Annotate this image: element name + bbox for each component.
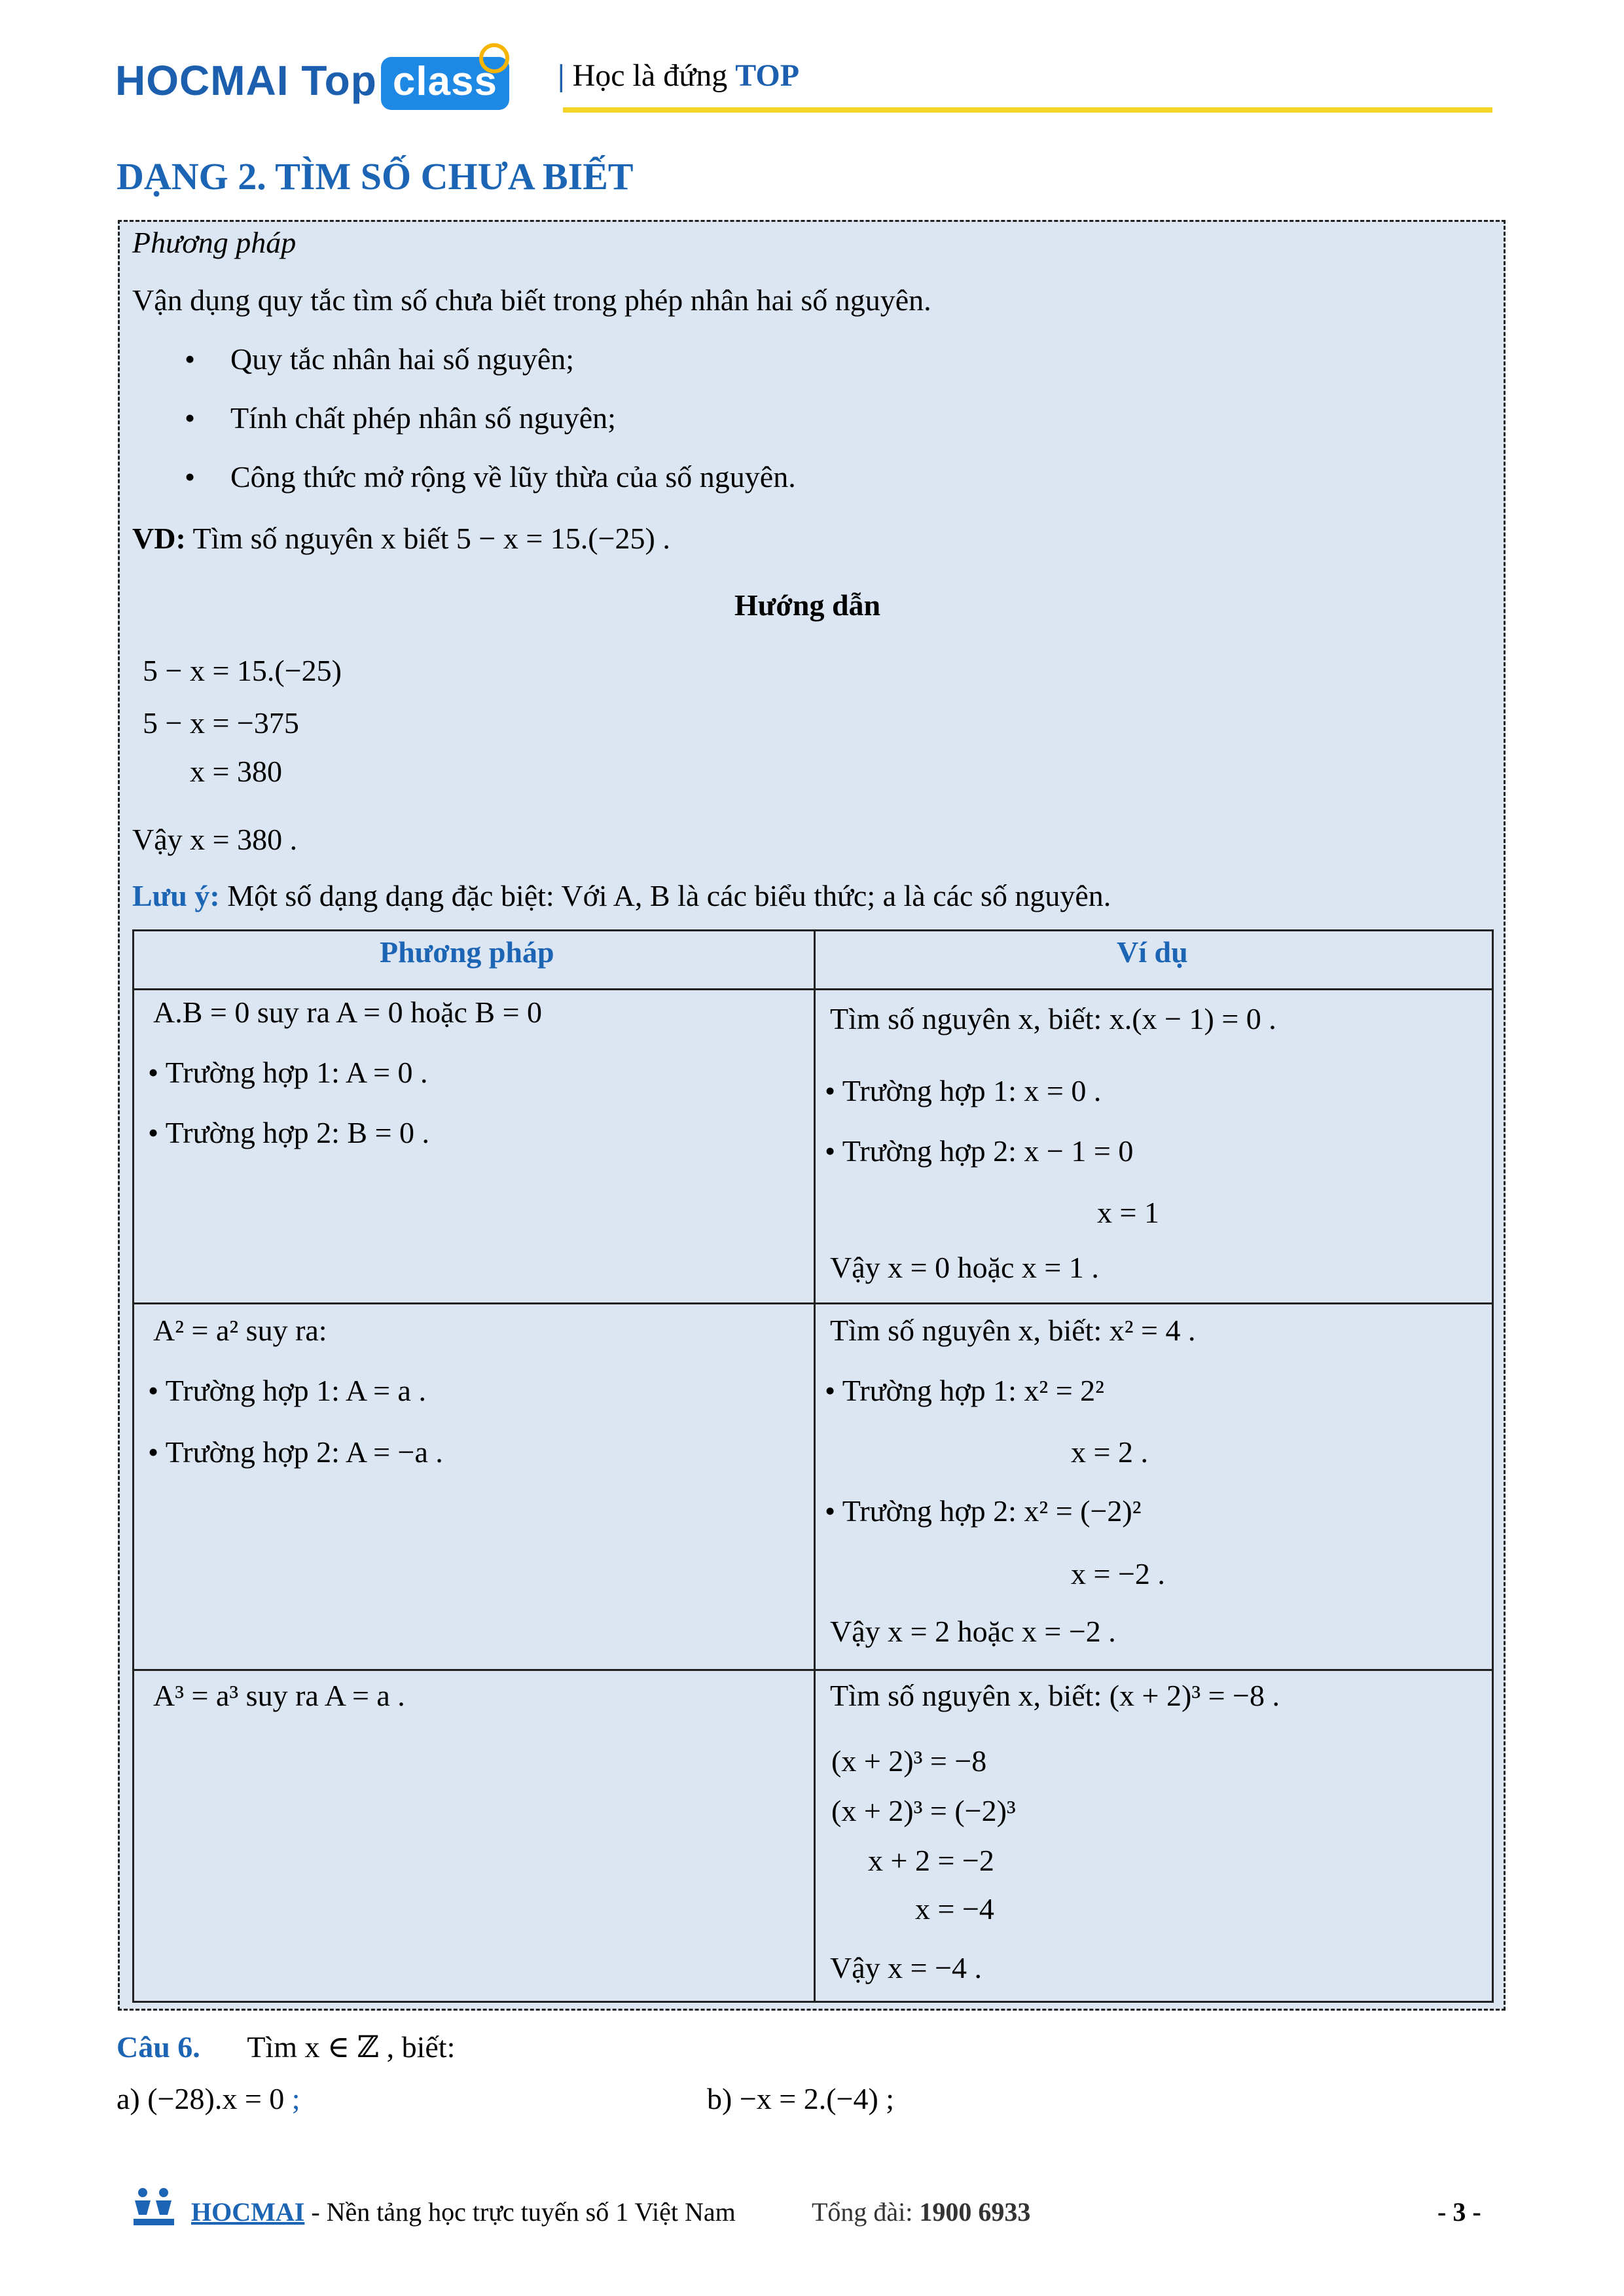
row1-method: • Trường hợp 2: B = 0 . (148, 1116, 430, 1149)
page-number: - 3 - (1437, 2197, 1481, 2227)
sun-icon (479, 43, 509, 73)
row3-method: A³ = a³ suy ra A = a . (153, 1679, 405, 1712)
guide-heading: Hướng dẫn (734, 588, 881, 622)
tagline-top: TOP (735, 58, 800, 93)
row1-example: • Trường hợp 2: x − 1 = 0 (825, 1134, 1134, 1168)
row1-example: Vậy x = 0 hoặc x = 1 . (830, 1251, 1099, 1284)
guide-conclusion: Vậy x = 380 . (132, 823, 298, 856)
guide-step: 5 − x = 15.(−25) (143, 654, 342, 687)
tagline (558, 58, 799, 94)
row3-example: x = −4 (915, 1892, 994, 1926)
row2-method: • Trường hợp 1: A = a . (148, 1374, 426, 1407)
guide-step: x = 380 (190, 755, 282, 788)
hotline-label: Tổng đài: (812, 2197, 913, 2227)
part-a-label: a) (117, 2082, 140, 2115)
method-bullet: • Quy tắc nhân hai số nguyên; (230, 342, 574, 376)
question-line (117, 2029, 455, 2064)
note-text: Một số dạng dạng đặc biệt: Với A, B là các biểu thức; a là các số nguyên. (227, 879, 1111, 912)
part-a-end: ; (291, 2082, 300, 2115)
row1-example: Tìm số nguyên x, biết: x.(x − 1) = 0 . (830, 1002, 1276, 1035)
row2-example: • Trường hợp 1: x² = 2² (825, 1374, 1104, 1407)
row3-example: Tìm số nguyên x, biết: (x + 2)³ = −8 . (830, 1679, 1280, 1712)
brand-logo (115, 56, 509, 110)
example-line (132, 521, 670, 556)
row2-example: x = −2 . (1071, 1557, 1165, 1590)
row3-example: (x + 2)³ = −8 (831, 1744, 987, 1778)
example-label: VD: (132, 522, 186, 555)
row2-example: Vậy x = 2 hoặc x = −2 . (830, 1615, 1116, 1648)
table-row-divider (132, 1669, 1494, 1671)
tagline-bar: | (558, 58, 565, 93)
row1-example: x = 1 (1097, 1196, 1159, 1229)
example-text: Tìm số nguyên x biết 5 − x = 15.(−25) . (192, 522, 670, 555)
method-heading: Phương pháp (132, 226, 297, 259)
footer-tagline: - Nền tảng học trực tuyến số 1 Việt Nam (304, 2197, 736, 2227)
hotline (812, 2197, 1030, 2227)
row2-method: • Trường hợp 2: A = −a . (148, 1435, 443, 1469)
note-label: Lưu ý: (132, 879, 220, 912)
method-bullet: • Tính chất phép nhân số nguyên; (230, 401, 616, 435)
method-intro: Vận dụng quy tắc tìm số chưa biết trong phép nhân hai số nguyên. (132, 283, 931, 317)
table-row-divider (132, 988, 1494, 990)
row2-example: • Trường hợp 2: x² = (−2)² (825, 1494, 1142, 1528)
row1-method: • Trường hợp 1: A = 0 . (148, 1056, 428, 1089)
question-part-b: b) −x = 2.(−4) ; (707, 2082, 895, 2115)
row3-example: (x + 2)³ = (−2)³ (831, 1794, 1016, 1827)
method-bullet: • Công thức mở rộng về lũy thừa của số nguyên. (230, 459, 796, 494)
row3-example: Vậy x = −4 . (830, 1951, 983, 1984)
note-line (132, 878, 1111, 913)
hocmai-mascot-icon (131, 2186, 177, 2228)
tagline-text: Học là đứng (572, 58, 728, 93)
row1-example: • Trường hợp 1: x = 0 . (825, 1074, 1102, 1107)
row1-method: A.B = 0 suy ra A = 0 hoặc B = 0 (153, 996, 543, 1029)
table-header-method: Phương pháp (380, 935, 554, 969)
footer-text (191, 2197, 736, 2227)
question-label: Câu 6. (117, 2030, 200, 2064)
guide-step: 5 − x = −375 (143, 706, 299, 740)
part-a-expression: (−28).x = 0 (147, 2082, 285, 2115)
question-prompt: Tìm x ∈ ℤ , biết: (247, 2030, 456, 2064)
table-column-divider (814, 929, 816, 2003)
header-divider (563, 107, 1492, 113)
table-header-example: Ví dụ (1117, 935, 1188, 969)
row2-example: Tìm số nguyên x, biết: x² = 4 . (830, 1314, 1196, 1347)
brand-top: Top (301, 57, 377, 104)
row2-method: A² = a² suy ra: (153, 1314, 327, 1347)
brand-name: HOCMAI (115, 57, 289, 104)
hotline-number: 1900 6933 (919, 2197, 1031, 2227)
row3-example: x + 2 = −2 (868, 1844, 994, 1877)
row2-example: x = 2 . (1071, 1435, 1148, 1469)
question-part-a (117, 2081, 300, 2116)
footer-brand-link[interactable]: HOCMAI (191, 2197, 305, 2227)
brand-class: class (381, 57, 509, 110)
table-row-divider (132, 1302, 1494, 1304)
section-title: DẠNG 2. TÌM SỐ CHƯA BIẾT (117, 155, 634, 198)
